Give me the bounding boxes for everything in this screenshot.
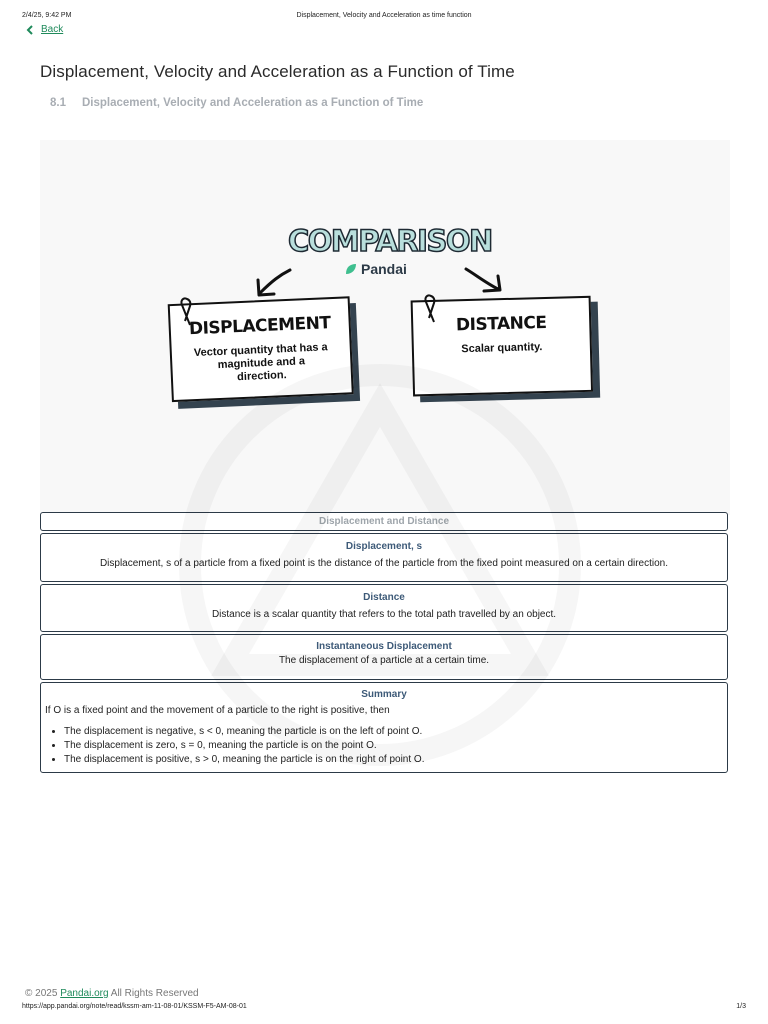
comparison-illustration (40, 140, 730, 515)
section-heading (50, 97, 423, 109)
brand-name: Pandai (361, 261, 407, 277)
paperclip-icon (176, 295, 198, 331)
table-row (40, 584, 728, 632)
arrow-right-icon (460, 265, 510, 300)
row-title: Instantaneous Displacement (316, 641, 452, 652)
card-body: Vector quantity that has a magnitude and a direction. (193, 341, 328, 384)
chevron-left-icon (25, 25, 35, 35)
summary-row (40, 682, 728, 773)
list-item: • The displacement is negative, s < 0, meaning the particle is on the left of point O. (64, 725, 727, 739)
paperclip-icon (420, 292, 442, 328)
brand-logo (344, 261, 407, 277)
leaf-icon (344, 262, 358, 276)
summary-lead: If O is a fixed point and the movement of a particle to the right is positive, then (45, 705, 390, 716)
list-item: • The displacement is positive, s > 0, meaning the particle is on the right of point O. (64, 753, 727, 767)
card-title: DISTANCE (455, 312, 547, 336)
table-header: Displacement and Distance (40, 512, 728, 531)
card-body: Scalar quantity. (461, 341, 543, 356)
section-number: 8.1 (50, 97, 66, 109)
copyright-prefix: © 2025 (25, 988, 58, 999)
page-title: Displacement, Velocity and Acceleration as a Function of Time (40, 62, 515, 81)
table-row (40, 533, 728, 582)
section-title: Displacement, Velocity and Acceleration as a Function of Time (82, 97, 424, 109)
card-title: DISPLACEMENT (188, 313, 331, 340)
row-title: Distance (363, 592, 405, 603)
print-header (0, 12, 768, 22)
pandai-link[interactable]: Pandai.org (60, 988, 109, 999)
print-date: 2/4/25, 9:42 PM (22, 12, 72, 19)
copyright-suffix: All Rights Reserved (108, 988, 199, 999)
back-link-label[interactable]: Back (41, 24, 64, 35)
print-url: https://app.pandai.org/note/read/kssm-am-11-08-01/KSSM-F5-AM-08-01 (22, 1003, 247, 1010)
comparison-heading: COMPARISON (288, 224, 492, 258)
row-text: Distance is a scalar quantity that refers to the total path travelled by an object. (211, 609, 557, 620)
page-counter: 1/3 (736, 1003, 746, 1010)
row-title: Displacement, s (345, 541, 423, 552)
row-text: The displacement of a particle at a certain time. (278, 655, 490, 666)
print-doc-title: Displacement, Velocity and Acceleration as time function (296, 12, 472, 19)
row-title: Summary (361, 689, 407, 700)
summary-list (41, 725, 727, 767)
table-row (40, 634, 728, 680)
copyright (25, 988, 199, 999)
list-item: • The displacement is zero, s = 0, meaning the particle is on the point O. (64, 739, 727, 753)
back-link[interactable] (25, 24, 63, 35)
row-text: Displacement, s of a particle from a fixed point is the distance of the particle from the fixed point measured on a certain direction. (99, 558, 669, 569)
